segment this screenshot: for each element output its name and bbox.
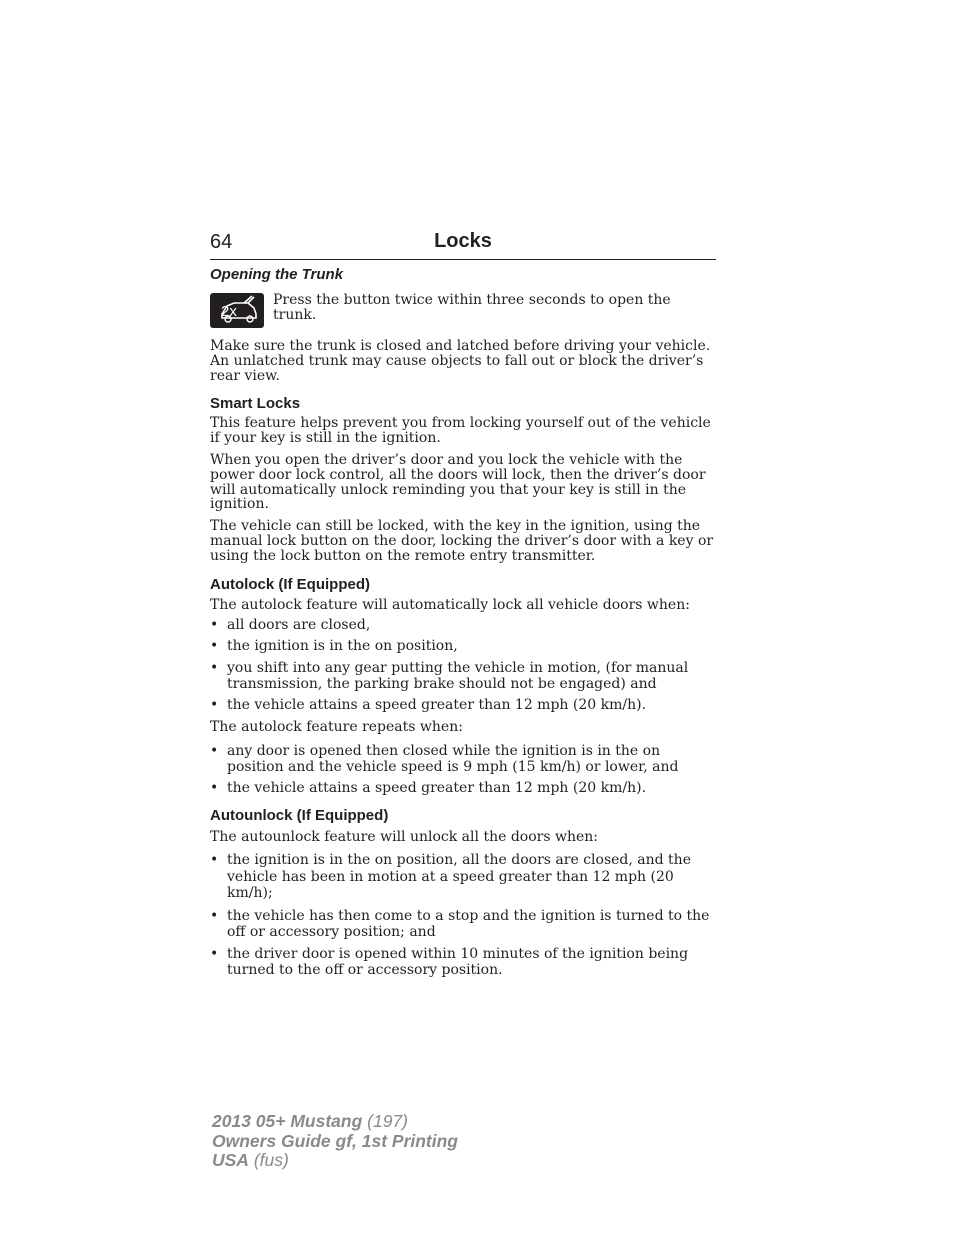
page-header bbox=[210, 229, 716, 260]
trunk-instruction-row bbox=[210, 293, 716, 328]
trunk-warning: Make sure the trunk is closed and latched before driving your vehicle. An unlatched trunk may cause objects to fall out or block the driver’s rear view. bbox=[210, 338, 711, 384]
list-item: • the vehicle has then come to a stop and the ignition is turned to the off or accessory position; and bbox=[210, 907, 710, 940]
page-content bbox=[210, 266, 716, 978]
smart-locks-paragraph: The vehicle can still be locked, with the key in the ignition, using the manual lock button on the door, locking the driver’s door with a key or using the lock button on the remote entry transmitter. bbox=[210, 518, 714, 564]
list-item: • all doors are closed, bbox=[210, 617, 371, 634]
bullet: • bbox=[210, 945, 219, 962]
autolock-intro: The autolock feature will automatically lock all vehicle doors when: bbox=[210, 596, 690, 613]
list-item: • any door is opened then closed while the ignition is in the on position and the vehicle speed is 9 mph (15 km/h) or lower, and bbox=[210, 742, 679, 775]
bullet: • bbox=[210, 696, 219, 713]
trunk-release-icon bbox=[210, 293, 264, 328]
autolock-repeat-conditions bbox=[210, 743, 716, 796]
footer-line: USA (fus) bbox=[212, 1150, 289, 1170]
page-title: Locks bbox=[434, 230, 492, 252]
list-item: • you shift into any gear putting the vehicle in motion, (for manual transmission, the parking brake should not be engaged) and bbox=[210, 659, 689, 692]
smart-locks-paragraph: This feature helps prevent you from locking yourself out of the vehicle if your key is still in the ignition. bbox=[210, 415, 711, 447]
trunk-icon-label: 2x bbox=[221, 303, 237, 320]
bullet: • bbox=[210, 779, 219, 796]
autolock-repeat-intro: The autolock feature repeats when: bbox=[210, 718, 463, 735]
bullet: • bbox=[210, 617, 219, 634]
autolock-conditions bbox=[210, 618, 716, 712]
autounlock-heading: Autounlock (If Equipped) bbox=[210, 807, 389, 825]
autolock-heading: Autolock (If Equipped) bbox=[210, 575, 370, 593]
list-item: • the ignition is in the on position, all the doors are closed, and the vehicle has been in motion at a speed greater than 12 mph (20 km/h); bbox=[210, 852, 691, 902]
trunk-instruction: Press the button twice within three seconds to open the trunk. bbox=[273, 292, 671, 323]
bullet: • bbox=[210, 742, 219, 759]
list-item: • the driver door is opened within 10 minutes of the ignition being turned to the off or accessory position. bbox=[210, 945, 689, 978]
footer-line: Owners Guide gf, 1st Printing bbox=[212, 1130, 458, 1151]
bullet: • bbox=[210, 907, 219, 924]
autounlock-intro: The autounlock feature will unlock all the doors when: bbox=[210, 829, 598, 846]
bullet: • bbox=[210, 852, 219, 869]
autounlock-conditions bbox=[210, 852, 716, 978]
list-item: • the vehicle attains a speed greater than 12 mph (20 km/h). bbox=[210, 696, 647, 713]
bullet: • bbox=[210, 638, 219, 655]
trunk-open-icon bbox=[210, 293, 264, 328]
page-number: 64 bbox=[210, 231, 233, 253]
smart-locks-paragraph: When you open the driver’s door and you lock the vehicle with the power door lock control, all the doors will lock, then the driver’s door will automatically unlock reminding you that your key is still in the ignition. bbox=[210, 451, 706, 513]
list-item: • the vehicle attains a speed greater than 12 mph (20 km/h). bbox=[210, 779, 647, 796]
footer-line: 2013 05+ Mustang (197) bbox=[212, 1111, 409, 1131]
print-footer bbox=[212, 1112, 458, 1171]
list-item: • the ignition is in the on position, bbox=[210, 638, 458, 655]
smart-locks-heading: Smart Locks bbox=[210, 395, 301, 413]
bullet: • bbox=[210, 659, 219, 676]
opening-trunk-heading: Opening the Trunk bbox=[210, 266, 344, 283]
